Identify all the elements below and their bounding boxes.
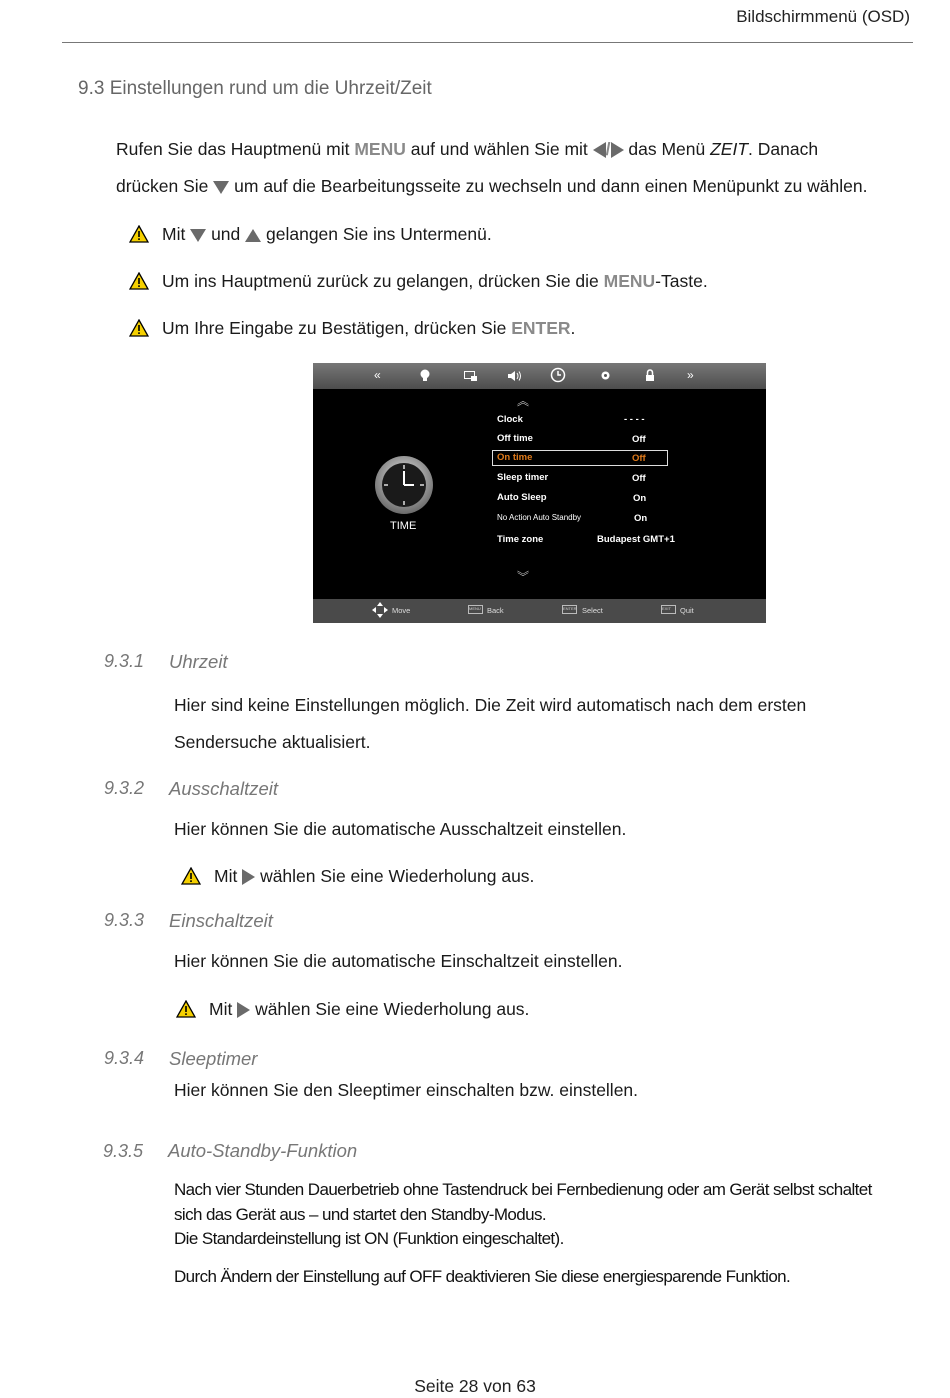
intro-line-1 [116, 131, 818, 167]
note-text: wählen Sie eine Wiederholung aus. [255, 866, 535, 886]
subsection-title: Ausschaltzeit [169, 778, 278, 799]
move-arrows-icon [372, 602, 388, 618]
paragraph-line: Die Standardeinstellung ist ON (Funktion eingeschaltet). [174, 1229, 564, 1248]
osd-footer-move: Move [392, 606, 411, 615]
slash-text: / [605, 139, 611, 159]
paragraph-line: Hier können Sie die automatische Ausschaltzeit einstellen. [174, 819, 627, 839]
running-header: Bildschirmmenü (OSD) [736, 7, 910, 26]
double-right-chevron-icon: » [687, 368, 694, 382]
subsection-number: 9.3.3 [104, 910, 145, 930]
subsection-title: Sleeptimer [169, 1048, 258, 1069]
subsection-number: 9.3.4 [104, 1048, 145, 1068]
subsection-title: Uhrzeit [169, 651, 228, 672]
intro-text: . Danach [748, 139, 819, 159]
osd-row-label[interactable]: Sleep timer [497, 472, 549, 483]
note-text: Mit [209, 999, 238, 1019]
note-text: wählen Sie eine Wiederholung aus. [250, 999, 530, 1019]
note-main-menu [162, 271, 708, 292]
intro-line-2 [116, 168, 867, 204]
intro-text: das Menü [623, 139, 711, 159]
picture-icon [419, 369, 431, 382]
osd-row-label[interactable]: Off time [497, 433, 533, 444]
subsection-number: 9.3.2 [104, 778, 145, 798]
paragraph-line: Sendersuche aktualisiert. [174, 732, 371, 752]
osd-footer-back: Back [487, 606, 504, 615]
note-text: und [206, 224, 246, 244]
osd-time-menu-screen [313, 363, 766, 623]
paragraph-line: Hier können Sie die automatische Einschaltzeit einstellen. [174, 951, 623, 971]
warning-icon [176, 1000, 196, 1018]
osd-row-value: Off [632, 434, 646, 445]
osd-row-value: Off [632, 473, 646, 484]
arrow-right-icon [237, 1002, 250, 1018]
double-left-chevron-icon: « [374, 368, 381, 382]
menu-key-label: MENU [354, 139, 406, 159]
subsection-title: Einschaltzeit [169, 910, 273, 931]
warning-icon [129, 272, 149, 290]
sound-icon [507, 370, 523, 382]
note-confirm [162, 318, 575, 339]
warning-icon [181, 867, 201, 885]
arrow-down-icon [190, 229, 206, 242]
setup-gear-icon [600, 370, 611, 381]
arrow-right-icon [611, 142, 624, 158]
paragraph-line: Hier sind keine Einstellungen möglich. Die Zeit wird automatisch nach dem ersten [174, 695, 807, 715]
paragraph-line: Nach vier Stunden Dauerbetrieb ohne Tastendruck bei Fernbedienung oder am Gerät selbst schaltet [174, 1180, 872, 1199]
osd-row-value: - - - - [624, 414, 645, 425]
osd-row-label[interactable]: Time zone [497, 534, 544, 545]
subsection-title: Auto-Standby-Funktion [168, 1140, 358, 1161]
paragraph-line: Hier können Sie den Sleeptimer einschalten bzw. einstellen. [174, 1080, 639, 1100]
osd-row-label-selected[interactable]: On time [497, 452, 533, 463]
osd-row-value-selected: Off [632, 453, 646, 464]
enter-key-label: ENTER [511, 318, 571, 338]
enter-key-icon: ENTER [562, 605, 577, 614]
header-rule [62, 42, 913, 43]
arrow-up-icon [245, 229, 261, 242]
time-icon [550, 367, 566, 383]
zeit-menu-name: ZEIT [710, 139, 749, 159]
arrow-down-icon [213, 181, 229, 194]
subsection-number: 9.3.1 [104, 651, 145, 671]
warning-icon [129, 225, 149, 243]
analog-clock-icon [374, 455, 434, 515]
intro-text: drücken Sie [116, 176, 214, 196]
osd-footer-select: Select [582, 606, 603, 615]
arrow-left-icon [593, 142, 606, 158]
osd-row-label[interactable]: Clock [497, 414, 523, 425]
lock-icon [645, 369, 655, 382]
paragraph-line: sich das Gerät aus – und startet den Standby-Modus. [174, 1205, 546, 1224]
note-text: Um ins Hauptmenü zurück zu gelangen, drücken Sie die [162, 271, 604, 291]
subsection-number: 9.3.5 [103, 1141, 144, 1161]
channel-icon [464, 371, 477, 381]
note-text: . [570, 318, 576, 338]
note-repeat [214, 866, 534, 887]
note-text: Mit [214, 866, 243, 886]
note-text: Mit [162, 224, 191, 244]
osd-time-caption: TIME [390, 520, 417, 532]
osd-row-value: On [633, 493, 647, 504]
osd-row-value: On [634, 513, 648, 524]
intro-text: um auf die Bearbeitungsseite zu wechseln und dann einen Menüpunkt zu wählen. [229, 176, 868, 196]
scroll-down-icon: ︾ [517, 570, 530, 584]
paragraph-line: Durch Ändern der Einstellung auf OFF deaktivieren Sie diese energiesparende Funktion. [174, 1267, 791, 1286]
note-repeat [209, 999, 529, 1020]
osd-row-label[interactable]: Auto Sleep [497, 492, 547, 503]
exit-key-icon: EXIT [661, 605, 676, 614]
osd-menu-bar [313, 363, 766, 389]
menu-key-icon: MENU [468, 605, 483, 614]
note-text: Um Ihre Eingabe zu Bestätigen, drücken Sie [162, 318, 512, 338]
arrow-right-icon [242, 869, 255, 885]
page-number: Seite 28 von 63 [414, 1376, 536, 1396]
scroll-up-icon: ︽ [517, 394, 530, 408]
osd-row-value: Budapest GMT+1 [597, 534, 675, 545]
osd-footer-quit: Quit [680, 606, 694, 615]
menu-key-label: MENU [603, 271, 656, 291]
intro-text: auf und wählen Sie mit [405, 139, 593, 159]
osd-row-label[interactable]: No Action Auto Standby [497, 513, 582, 522]
note-text: gelangen Sie ins Untermenü. [261, 224, 492, 244]
section-heading: 9.3 Einstellungen rund um die Uhrzeit/Zeit [78, 78, 432, 99]
note-submenu [162, 224, 492, 245]
warning-icon [129, 319, 149, 337]
note-text: -Taste. [655, 271, 708, 291]
intro-text: Rufen Sie das Hauptmenü mit [116, 139, 355, 159]
